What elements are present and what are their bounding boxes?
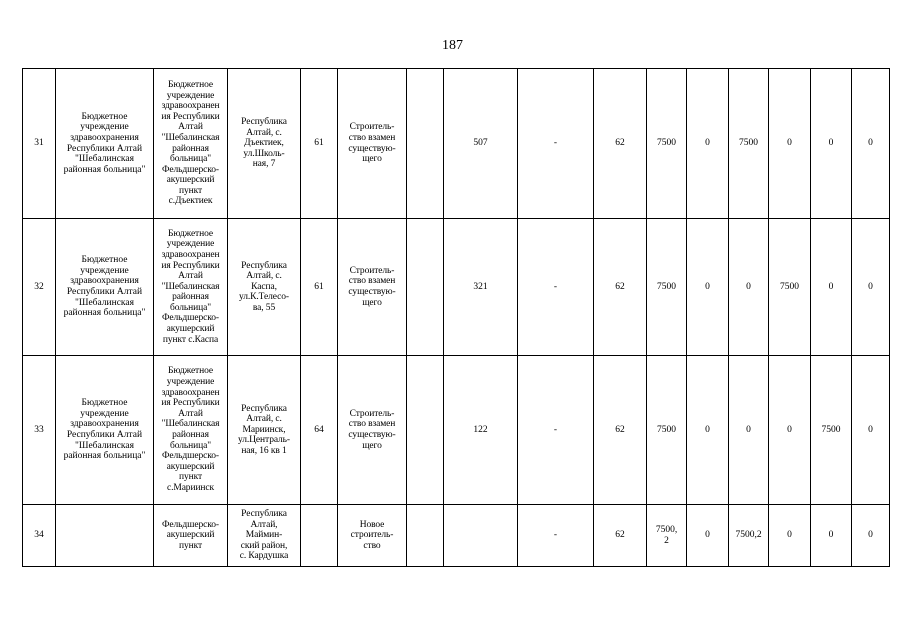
- work-type-cell-line: Строитель-: [349, 408, 395, 419]
- address-cell-line: ул.Централь-: [238, 435, 290, 446]
- value-cell-9: -: [518, 219, 594, 356]
- table-row: [23, 505, 890, 567]
- object-cell-line: Бюджетное: [168, 79, 213, 90]
- value-cell-13: 7500,2: [729, 505, 769, 567]
- object-cell-line: пункт: [178, 472, 203, 483]
- work-type-cell-line: щего: [362, 440, 382, 451]
- value-cell-15: 7500: [811, 356, 852, 505]
- address-cell-line: с. Кардушка: [239, 551, 289, 562]
- work-type-cell-line: ство взамен: [348, 276, 396, 287]
- value-cell-16: 0: [852, 219, 890, 356]
- value-cell-10: 62: [594, 69, 647, 219]
- work-type-cell-line: строитель-: [350, 530, 394, 541]
- row-number-cell: 32: [23, 219, 56, 356]
- object-cell-line: больница": [170, 302, 211, 313]
- object-cell-line: с.Дъектиек: [168, 196, 213, 207]
- address-cell-line: Каспа,: [251, 281, 277, 292]
- value-cell-14: 0: [769, 505, 811, 567]
- value-cell-8: 122: [444, 356, 518, 505]
- work-type-cell-line: ство взамен: [348, 132, 396, 143]
- value-cell-13: 7500: [729, 69, 769, 219]
- value-cell-7: [407, 219, 444, 356]
- value-cell-16: 0: [852, 356, 890, 505]
- object-cell-line: здравоохранен: [161, 101, 220, 112]
- object-cell: [154, 356, 228, 505]
- value-cell-14: 7500: [769, 219, 811, 356]
- object-cell-line: ия Республики: [161, 398, 220, 409]
- work-type-cell-line: ство взамен: [348, 419, 396, 430]
- object-cell-line: "Шебалинская: [161, 281, 220, 292]
- address-cell-line: ул.Школь-: [243, 148, 285, 159]
- address-cell-line: Алтай, с.: [246, 414, 282, 425]
- work-type-cell-line: существую-: [348, 430, 396, 440]
- address-cell-line: Республика: [241, 403, 287, 414]
- institution-cell: [56, 505, 154, 567]
- object-cell-line: районная: [172, 143, 209, 154]
- value-cell-10: 62: [594, 219, 647, 356]
- value-cell-7: [407, 69, 444, 219]
- code-cell: 61: [301, 219, 338, 356]
- table-row: [23, 219, 890, 356]
- value-cell-12: 0: [687, 219, 729, 356]
- address-cell-line: Дъектиек,: [244, 138, 284, 149]
- value-cell-10: 62: [594, 505, 647, 567]
- value-cell-16: 0: [852, 69, 890, 219]
- institution-cell: Бюджетное учреждение здравоохранения Республики Алтай "Шебалинская районная больница": [56, 69, 154, 219]
- object-cell: [154, 219, 228, 356]
- address-cell: [228, 505, 301, 567]
- object-cell-line: районная: [172, 430, 209, 440]
- value-cell-10: 62: [594, 356, 647, 505]
- address-cell-line: Республика: [241, 260, 287, 271]
- address-cell: [228, 69, 301, 219]
- value-cell-8: 321: [444, 219, 518, 356]
- row-number-cell: 34: [23, 505, 56, 567]
- page-number: 187: [442, 38, 463, 53]
- code-cell: 61: [301, 69, 338, 219]
- object-cell-line: учреждение: [166, 377, 215, 388]
- address-cell-line: ский район,: [240, 540, 288, 551]
- value-cell-15: 0: [811, 219, 852, 356]
- value-cell-16: 0: [852, 505, 890, 567]
- value-cell-9: -: [518, 356, 594, 505]
- address-cell-line: Маймин-: [245, 530, 283, 541]
- object-cell-line: Фельдшерско-: [162, 313, 219, 324]
- value-cell-15: 0: [811, 505, 852, 567]
- object-cell-line: Алтай: [178, 122, 203, 133]
- object-cell-line: пункт: [178, 540, 203, 551]
- object-cell-line: Бюджетное: [168, 366, 213, 377]
- work-type-cell-line: щего: [362, 297, 382, 308]
- address-cell-line: ная, 16 кв 1: [241, 445, 287, 456]
- object-cell-line: Фельдшерско-: [162, 451, 219, 462]
- value-cell-11: 7500: [647, 69, 687, 219]
- address-cell-line: ная, 7: [252, 159, 276, 170]
- address-cell-line: Алтай,: [250, 519, 278, 530]
- object-cell-line: акушерский: [166, 175, 215, 186]
- institution-cell: Бюджетное учреждение здравоохранения Республики Алтай "Шебалинская районная больница": [56, 219, 154, 356]
- address-cell-line: ул.К.Телесо-: [239, 292, 289, 303]
- value-cell-14: 0: [769, 69, 811, 219]
- object-cell: [154, 69, 228, 219]
- work-type-cell: [338, 69, 407, 219]
- code-cell: [301, 505, 338, 567]
- table-row: [23, 69, 890, 219]
- object-cell-line: акушерский: [166, 324, 215, 335]
- object-cell-line: "Шебалинская: [161, 132, 220, 143]
- address-cell-line: Республика: [241, 117, 287, 128]
- work-type-cell-line: щего: [362, 154, 382, 165]
- value-cell-11: 7500: [647, 356, 687, 505]
- object-cell-line: с.Мариинск: [166, 482, 215, 493]
- value-cell-7: [407, 505, 444, 567]
- institution-cell: Бюджетное учреждение здравоохранения Республики Алтай "Шебалинская районная больница": [56, 356, 154, 505]
- work-type-cell: [338, 219, 407, 356]
- value-cell-12: 0: [687, 69, 729, 219]
- address-cell-line: Республика: [241, 509, 287, 520]
- object-cell-line: здравоохранен: [161, 249, 220, 260]
- object-cell-line: больница": [170, 154, 211, 165]
- code-cell: 64: [301, 356, 338, 505]
- row-number-cell: 31: [23, 69, 56, 219]
- value-cell-11: 7500, 2: [647, 505, 687, 567]
- address-cell-line: ва, 55: [252, 302, 276, 313]
- row-number-cell: 33: [23, 356, 56, 505]
- object-cell-line: "Шебалинская: [161, 419, 220, 430]
- object-cell-line: ия Республики: [161, 260, 220, 271]
- value-cell-8: 507: [444, 69, 518, 219]
- value-cell-12: 0: [687, 505, 729, 567]
- work-type-cell-line: ство: [363, 540, 381, 551]
- object-cell-line: Фельдшерско-: [162, 164, 219, 175]
- value-cell-14: 0: [769, 356, 811, 505]
- address-cell-line: Алтай, с.: [246, 127, 282, 138]
- work-type-cell-line: существую-: [348, 287, 396, 297]
- value-cell-7: [407, 356, 444, 505]
- work-type-cell-line: Строитель-: [349, 122, 395, 133]
- work-type-cell-line: существую-: [348, 143, 396, 154]
- address-cell-line: Алтай, с.: [246, 271, 282, 282]
- value-cell-15: 0: [811, 69, 852, 219]
- object-cell-line: акушерский: [166, 461, 215, 472]
- object-cell-line: учреждение: [166, 239, 215, 250]
- value-cell-9: -: [518, 69, 594, 219]
- object-cell-line: Алтай: [178, 408, 203, 419]
- value-cell-11: 7500: [647, 219, 687, 356]
- object-cell-line: Алтай: [178, 271, 203, 282]
- object-cell-line: учреждение: [166, 90, 215, 101]
- value-cell-13: 0: [729, 356, 769, 505]
- object-cell: [154, 505, 228, 567]
- address-cell: [228, 219, 301, 356]
- table-row: [23, 356, 890, 505]
- object-cell-line: больница": [170, 440, 211, 451]
- object-cell-line: ия Республики: [161, 111, 220, 122]
- value-cell-8: [444, 505, 518, 567]
- address-cell-line: Мариинск,: [242, 424, 286, 435]
- data-table: [22, 68, 890, 567]
- value-cell-13: 0: [729, 219, 769, 356]
- work-type-cell-line: Строитель-: [349, 265, 395, 276]
- object-cell-line: районная: [172, 292, 209, 303]
- object-cell-line: Бюджетное: [168, 228, 213, 239]
- object-cell-line: Фельдшерско-: [162, 519, 219, 530]
- value-cell-9: -: [518, 505, 594, 567]
- work-type-cell: [338, 505, 407, 567]
- address-cell: [228, 356, 301, 505]
- object-cell-line: пункт с.Каспа: [162, 334, 219, 345]
- value-cell-12: 0: [687, 356, 729, 505]
- work-type-cell-line: Новое: [359, 519, 385, 530]
- object-cell-line: здравоохранен: [161, 387, 220, 398]
- object-cell-line: пункт: [178, 185, 203, 196]
- object-cell-line: акушерский: [166, 530, 215, 541]
- work-type-cell: [338, 356, 407, 505]
